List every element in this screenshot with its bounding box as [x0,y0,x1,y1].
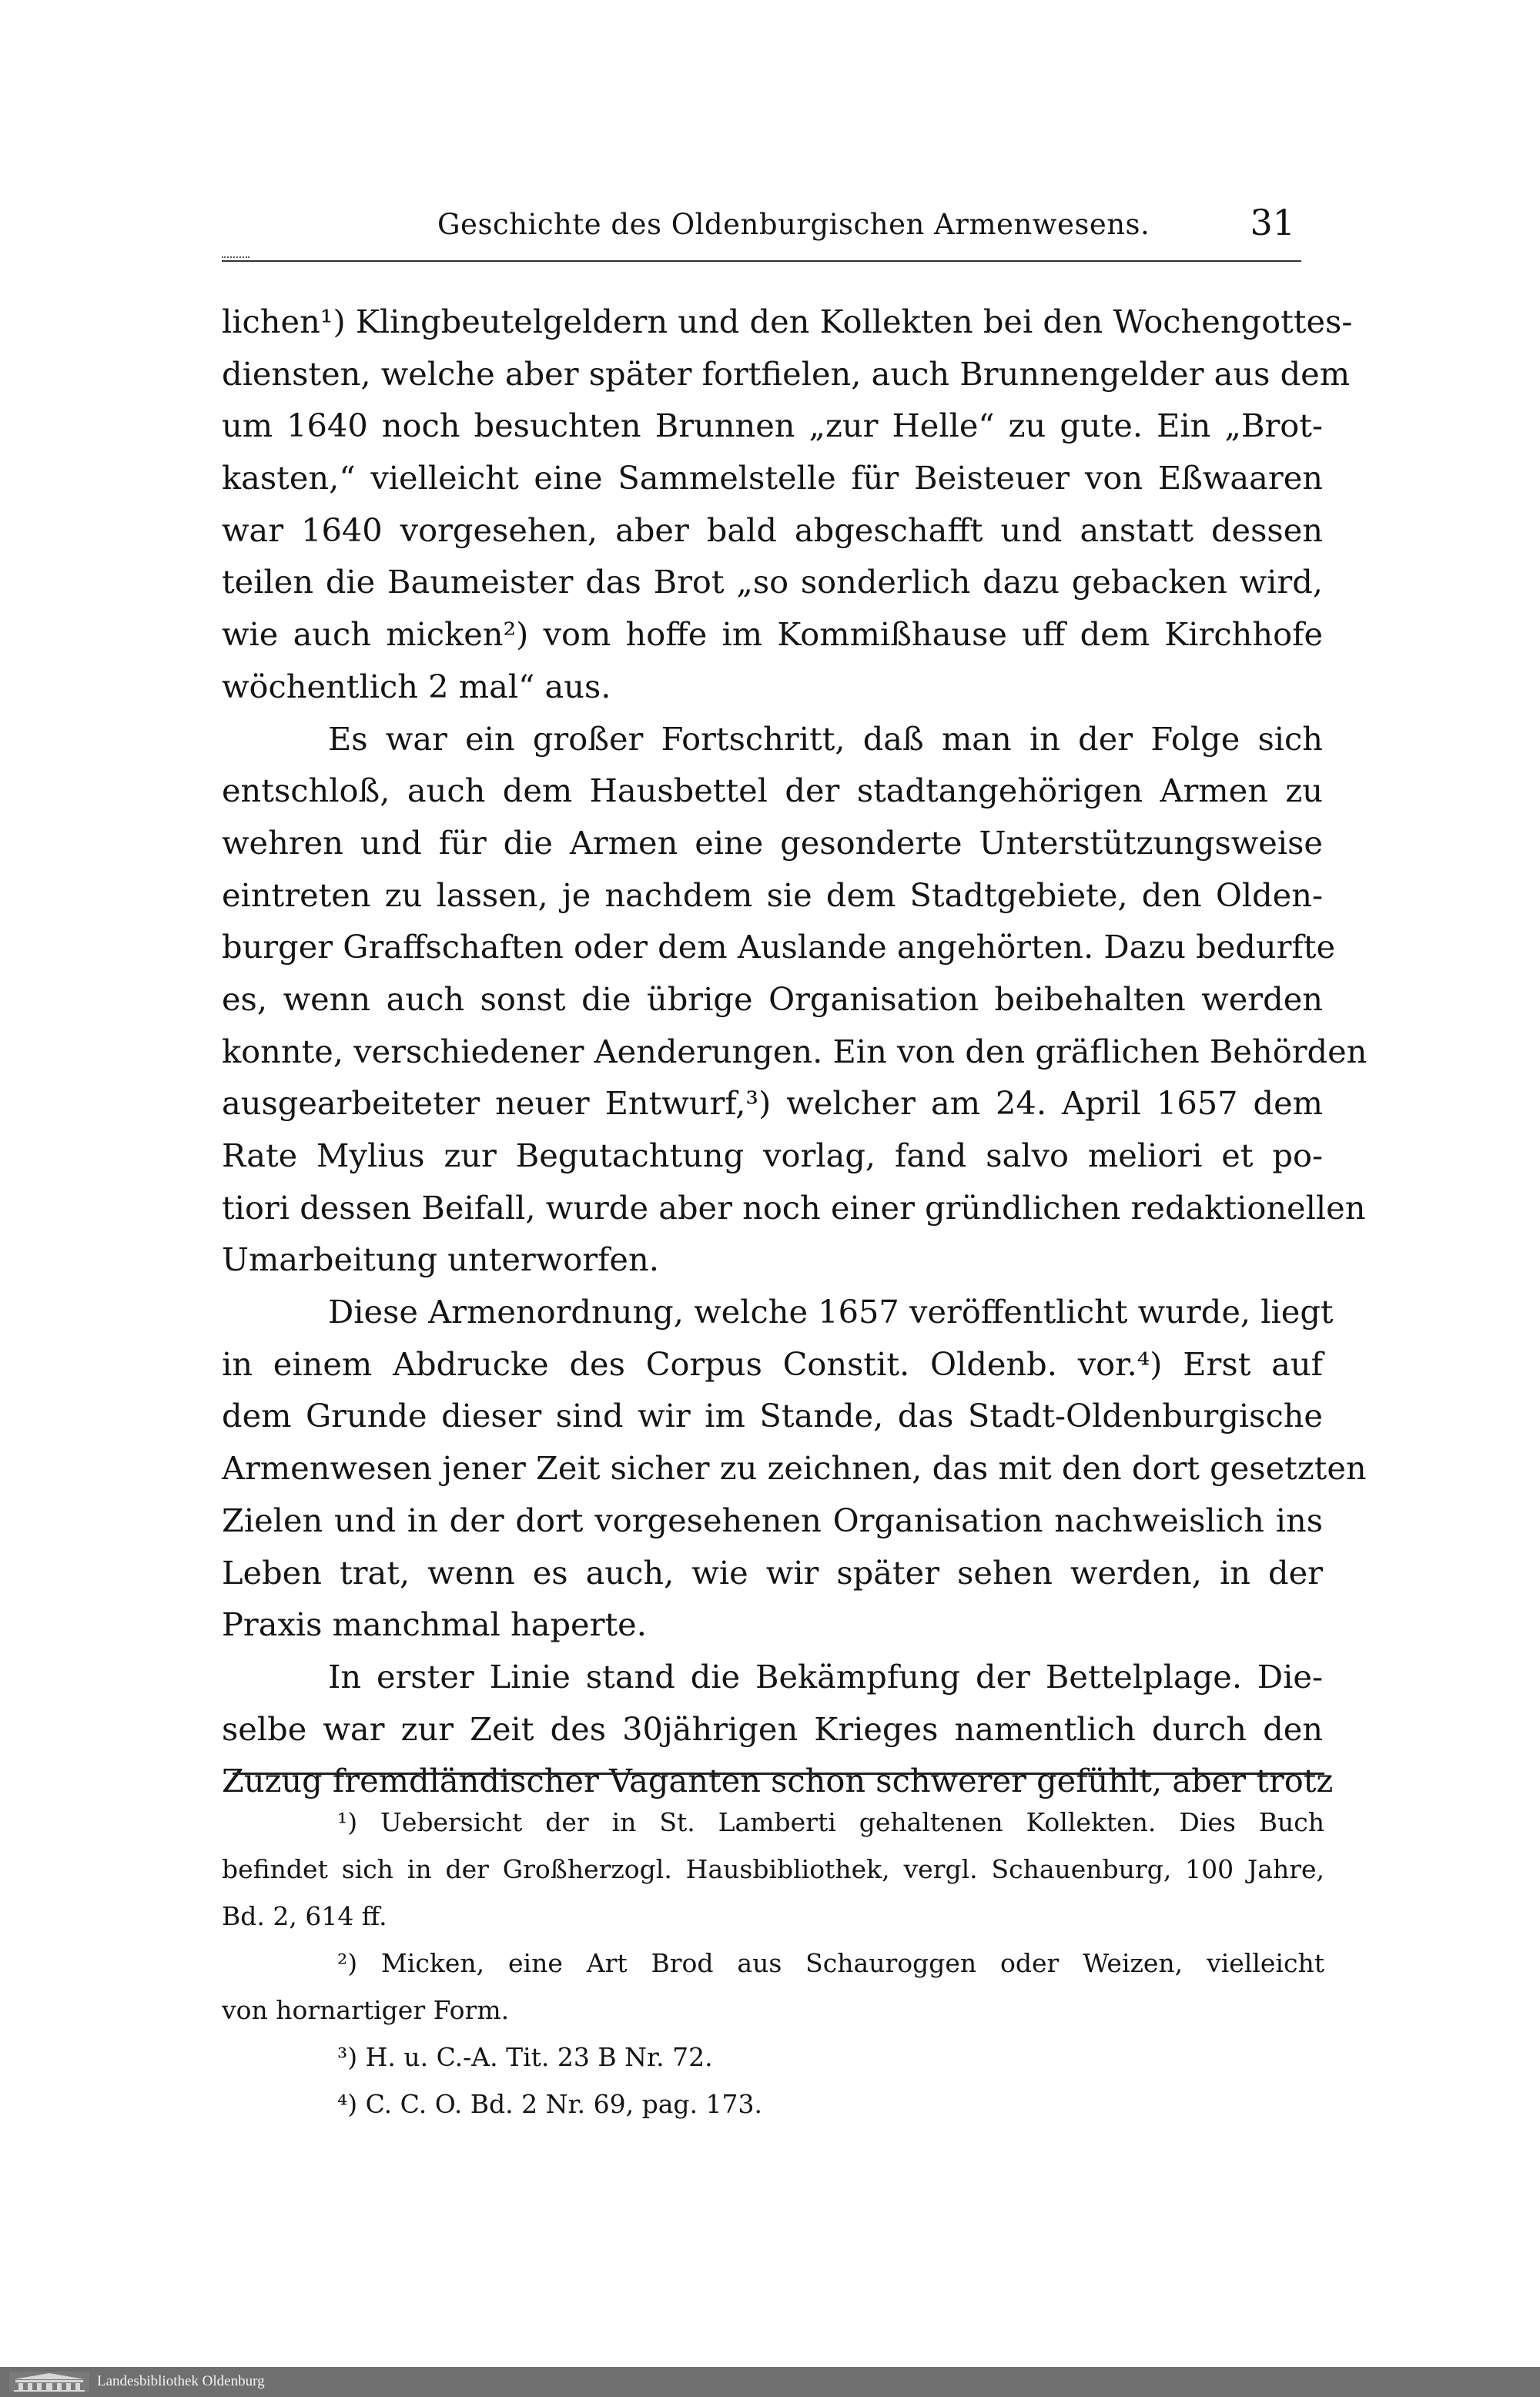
body-text [222,296,1368,1807]
footnote-line: ⁴) C. C. O. Bd. 2 Nr. 69, pag. 173. [337,2089,762,2119]
page-number: 31 [1250,202,1295,243]
text-line: entschloß, auch dem Hausbettel der stadtangehörigen Armen zu [222,772,1323,810]
library-footer-bar [0,2367,1540,2397]
paragraph-start-line: In erster Linie stand die Bekämpfung der Bettelplage. Die- [328,1657,1323,1696]
text-line: Praxis manchmal haperte. [222,1605,647,1644]
text-line: Umarbeitung unterworfen. [222,1240,659,1279]
footnote-line: ³) H. u. C.-A. Tit. 23 B Nr. 72. [337,2042,713,2072]
text-line: in einem Abdrucke des Corpus Constit. Oldenb. vor.⁴) Erst auf [222,1344,1323,1383]
text-line: war 1640 vorgesehen, aber bald abgeschafft und anstatt dessen [222,511,1323,549]
library-label: Landesbibliothek Oldenburg [97,2373,265,2389]
text-line: wie auch micken²) vom hoffe im Kommißhause uff dem Kirchhofe [222,615,1323,654]
text-line: burger Graffschaften oder dem Auslande angehörten. Dazu bedurfte [222,928,1336,966]
footnote-line: befindet sich in der Großherzogl. Hausbibliothek, vergl. Schauenburg, 100 Jahre, [222,1854,1324,1884]
footnote-line: Bd. 2, 614 ff. [222,1901,387,1931]
text-line: wöchentlich 2 mal“ aus. [222,667,611,705]
text-line: lichen¹) Klingbeutelgeldern und den Kollekten bei den Wochengottes- [222,303,1353,340]
text-line: wehren und für die Armen eine gesonderte Unterstützungsweise [222,823,1323,862]
text-line: konnte, verschiedener Aenderungen. Ein von den gräflichen Behörden [222,1032,1368,1070]
paragraph-start-line: Diese Armenordnung, welche 1657 veröffentlicht wurde, liegt [328,1293,1334,1331]
text-line: dem Grunde dieser sind wir im Stande, das Stadt-Oldenburgische [222,1397,1323,1435]
text-line: diensten, welche aber später fortfielen, auch Brunnengelder aus dem [222,354,1351,393]
running-title: Geschichte des Oldenburgischen Armenwesens. [437,208,1150,241]
footnote-line: ¹) Uebersicht der in St. Lamberti gehaltenen Kollekten. Dies Buch [337,1807,1324,1837]
text-line: tiori dessen Beifall, wurde aber noch einer gründlichen redaktionellen [222,1188,1366,1227]
footnote-rule [233,1773,1324,1775]
text-line: es, wenn auch sonst die übrige Organisation beibehalten werden [222,979,1323,1018]
text-line: um 1640 noch besuchten Brunnen „zur Helle“ zu gute. Ein „Brot- [222,407,1323,445]
text-line: Rate Mylius zur Begutachtung vorlag, fand salvo meliori et po- [222,1137,1323,1174]
library-building-icon [9,2372,89,2392]
text-line: Armenwesen jener Zeit sicher zu zeichnen, das mit den dort gesetzten [222,1449,1367,1488]
text-line: kasten,“ vielleicht eine Sammelstelle für Beisteuer von Eßwaaren [222,459,1323,497]
footnotes [222,1799,1324,2128]
text-line: Zuzug fremdländischer Vaganten schon schwerer gefühlt, aber trotz [222,1762,1334,1800]
header-rule-mark [222,256,249,258]
page-header [222,202,1301,256]
text-line: eintreten zu lassen, je nachdem sie dem Stadtgebiete, den Olden- [222,875,1323,914]
text-line: Zielen und in der dort vorgesehenen Organisation nachweislich ins [222,1501,1323,1539]
text-line: selbe war zur Zeit des 30jährigen Krieges namentlich durch den [222,1709,1323,1748]
text-line: ausgearbeiteter neuer Entwurf,³) welcher am 24. April 1657 dem [222,1084,1323,1123]
text-line: Leben trat, wenn es auch, wie wir später sehen werden, in der [222,1553,1323,1592]
footnote-line: ²) Micken, eine Art Brod aus Schauroggen oder Weizen, vielleicht [337,1948,1324,1978]
paragraph-start-line: Es war ein großer Fortschritt, daß man in der Folge sich [328,719,1323,758]
text-line: teilen die Baumeister das Brot „so sonderlich dazu gebacken wird, [222,563,1323,601]
header-rule [222,260,1301,262]
footnote-line: von hornartiger Form. [222,1995,510,2025]
